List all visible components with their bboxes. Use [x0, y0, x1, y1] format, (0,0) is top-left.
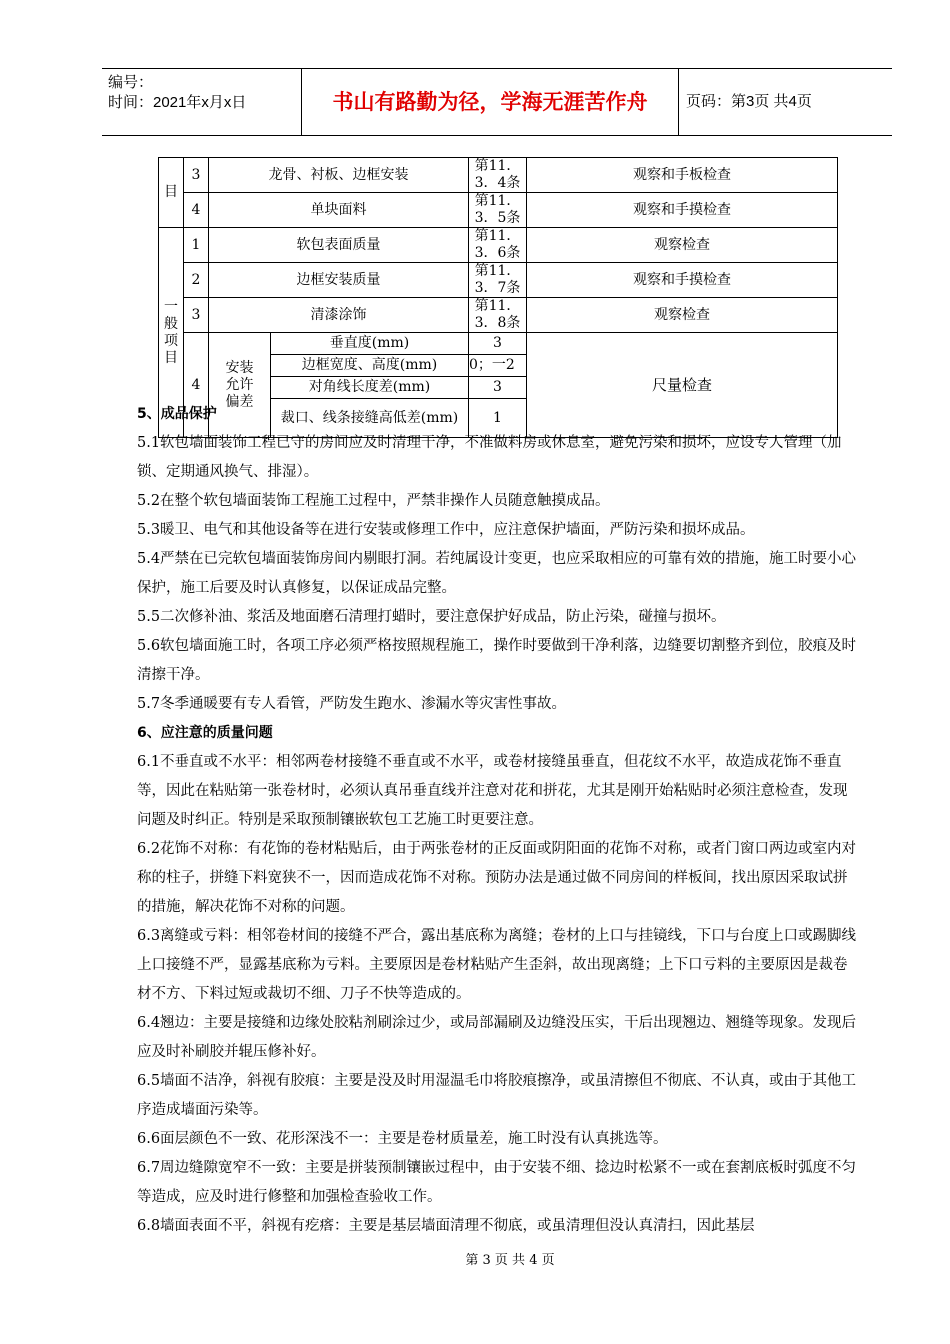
- header-meta: [102, 69, 302, 135]
- row-clause: 第11．3．8条: [469, 298, 527, 333]
- row-clause: 第11．3．6条: [469, 228, 527, 263]
- row-clause: 第11．3．4条: [469, 158, 527, 193]
- tolerance-item-name: 边框宽度、高度(mm): [271, 355, 469, 377]
- tolerance-item-value: 0；一2: [469, 355, 527, 377]
- row-no: 4: [184, 193, 209, 228]
- row-no: 3: [184, 158, 209, 193]
- table-row: [159, 158, 838, 193]
- tolerance-item-value: 1: [469, 399, 527, 438]
- table-row: [159, 193, 838, 228]
- row-clause: 第11．3．7条: [469, 263, 527, 298]
- row-item: 软包表面质量: [209, 228, 469, 263]
- paragraph: 5.6软包墙面施工时，各项工序必须严格按照规程施工，操作时要做到干净利落，边缝要切割整齐到位，胶痕及时清擦干净。: [137, 638, 857, 683]
- general-items-label: 一般项目: [159, 228, 184, 438]
- row-method: 观察检查: [527, 228, 838, 263]
- paragraph: 6.1不垂直或不水平：相邻两卷材接缝不垂直或不水平，或卷材接缝虽垂直，但花纹不水平，故造成花饰不垂直等，因此在粘贴第一张卷材时，必须认真吊垂直线并注意对花和拼花，尤其是刚开始粘贴时必须注意检查，发现问题及时纠正。特别是采取预制镶嵌软包工艺施工时更要注意。: [137, 754, 848, 828]
- paragraph: 5.2在整个软包墙面装饰工程施工过程中，严禁非操作人员随意触摸成品。: [137, 493, 610, 509]
- row-no: 3: [184, 298, 209, 333]
- tolerance-label: 安装允许偏差: [209, 333, 271, 438]
- row-method: 观察和手摸检查: [527, 263, 838, 298]
- section-heading: 6、应注意的质量问题: [137, 725, 273, 741]
- paragraph: 5.4严禁在已完软包墙面装饰房间内剔眼打洞。若纯属设计变更，也应采取相应的可靠有效的措施，施工时要小心保护，施工后要及时认真修复，以保证成品完整。: [137, 551, 857, 596]
- paragraph: 6.6面层颜色不一致、花形深浅不一：主要是卷材质量差，施工时没有认真挑选等。: [137, 1131, 668, 1147]
- tolerance-no: 4: [184, 333, 209, 438]
- section-heading: 5、成品保护: [137, 406, 217, 422]
- page-header: [102, 68, 892, 136]
- paragraph: 6.5墙面不洁净，斜视有胶痕：主要是没及时用湿温毛巾将胶痕擦净，或虽清擦但不彻底、不认真，或由于其他工序造成墙面污染等。: [137, 1073, 857, 1118]
- paragraph: 5.3暖卫、电气和其他设备等在进行安装或修理工作中，应注意保护墙面，严防污染和损坏成品。: [137, 522, 755, 538]
- row-method: 观察和手摸检查: [527, 193, 838, 228]
- paragraph: 6.2花饰不对称：有花饰的卷材粘贴后，由于两张卷材的正反面或阴阳面的花饰不对称，或者门窗口两边或室内对称的柱子，拼缝下料宽狭不一，因而造成花饰不对称。预防办法是通过做不同房间的样板间，找出原因采取试拼的措施，解决花饰不对称的问题。: [137, 841, 857, 915]
- row-item: 边框安装质量: [209, 263, 469, 298]
- row-method: 观察和手板检查: [527, 158, 838, 193]
- paragraph: 5.1软包墙面装饰工程已守的房间应及时清理干净，不准做料房或休息室，避免污染和损坏，应设专人管理（加锁、定期通风换气、排湿）。: [137, 435, 842, 480]
- row-item: 单块面料: [209, 193, 469, 228]
- tolerance-item-value: 3: [469, 333, 527, 355]
- paragraph: 5.5二次修补油、浆活及地面磨石清理打蜡时，要注意保护好成品，防止污染，碰撞与损坏。: [137, 609, 726, 625]
- body-text: [137, 400, 861, 1241]
- row-method: 观察检查: [527, 298, 838, 333]
- paragraph: 5.7冬季通暖要有专人看管，严防发生跑水、渗漏水等灾害性事故。: [137, 696, 567, 712]
- table-row: [159, 298, 838, 333]
- row-item: 龙骨、衬板、边框安装: [209, 158, 469, 193]
- paragraph: 6.8墙面表面不平，斜视有疙瘩：主要是基层墙面清理不彻底，或虽清理但没认真清扫，因此基层: [137, 1218, 755, 1234]
- table-row: [159, 333, 838, 355]
- tolerance-item-name: 对角线长度差(mm): [271, 377, 469, 399]
- row-no: 1: [184, 228, 209, 263]
- paragraph: 6.7周边缝隙宽窄不一致：主要是拼装预制镶嵌过程中，由于安装不细、捻边时松紧不一或在套割底板时弧度不匀等造成，应及时进行修整和加强检查验收工作。: [137, 1160, 857, 1205]
- tolerance-item-name: 裁口、线条接缝高低差(mm): [271, 399, 469, 438]
- row-no: 2: [184, 263, 209, 298]
- inspection-table: [158, 157, 838, 438]
- row-clause: 第11．3．5条: [469, 193, 527, 228]
- table-row: [159, 263, 838, 298]
- table-row: [159, 228, 838, 263]
- time-label: 时间：2021年x月x日: [108, 94, 247, 111]
- header-page-info: 页码：第3页 共4页: [686, 93, 812, 110]
- code-label: 编号：: [108, 74, 154, 91]
- page-footer: 第 3 页 共 4 页: [465, 1253, 555, 1268]
- tolerance-item-value: 3: [469, 377, 527, 399]
- paragraph: 6.3离缝或亏料：相邻卷材间的接缝不严合，露出基底称为离缝；卷材的上口与挂镜线，下口与台度上口或踢脚线上口接缝不严，显露基底称为亏料。主要原因是卷材粘贴产生歪斜，故出现离缝；上下口亏料的主要原因是裁卷材不方、下料过短或裁切不细、刀子不快等造成的。: [137, 928, 857, 1002]
- header-motto: 书山有路勤为径，学海无涯苦作舟: [302, 69, 679, 135]
- paragraph: 6.4翘边：主要是接缝和边缘处胶粘剂刷涂过少，或局部漏刷及边缝没压实，干后出现翘边、翘缝等现象。发现后应及时补刷胶并辊压修补好。: [137, 1015, 857, 1060]
- main-items-tail: 目: [159, 158, 184, 228]
- tolerance-method: 尺量检查: [527, 333, 838, 438]
- tolerance-item-name: 垂直度(mm): [271, 333, 469, 355]
- row-item: 清漆涂饰: [209, 298, 469, 333]
